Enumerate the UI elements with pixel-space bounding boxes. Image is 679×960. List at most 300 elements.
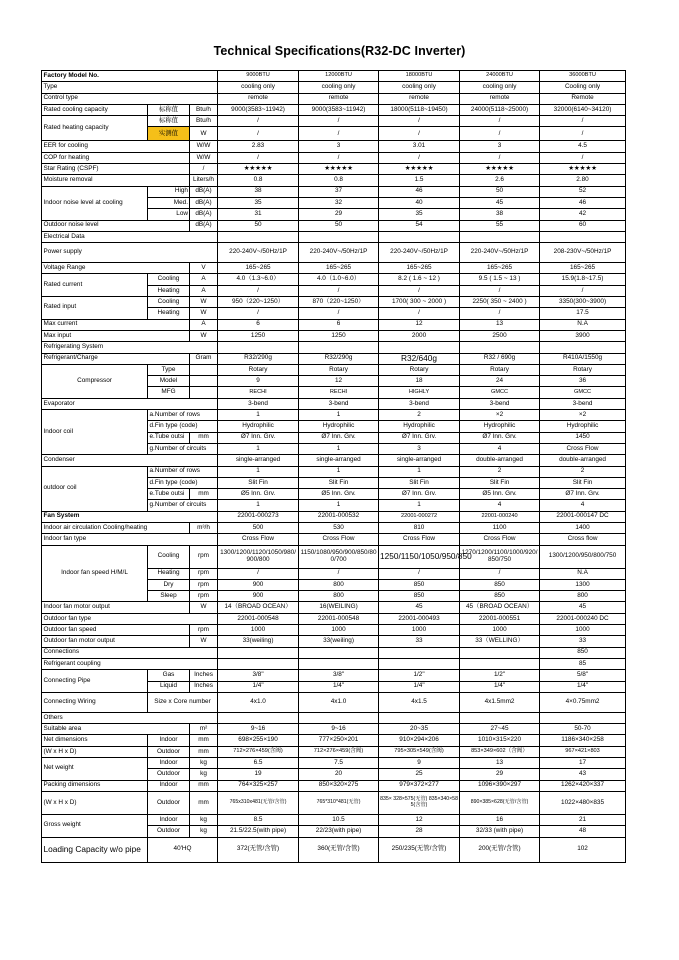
sub-label: Model [148,376,190,387]
row-label: Loading Capacity w/o pipe [42,837,148,862]
table-row [42,534,626,545]
unit-cell: Inches [190,670,218,681]
value-cell: Cross flow [540,534,626,545]
unit-cell: rpm [190,579,218,590]
unit-cell: kg [190,826,218,837]
value-cell: ★★★★★ [540,164,626,175]
value-cell: 800 [299,591,379,602]
value-cell: 1000 [379,625,460,636]
value-cell: / [540,285,626,296]
value-cell [299,658,379,669]
sub-label: a.Number of rows [148,410,218,421]
value-cell [218,658,299,669]
value-cell: 165~265 [460,263,540,274]
value-cell: 900 [218,579,299,590]
row-label: Net dimensions [42,735,148,746]
row-label: Moisture removal [42,175,190,186]
value-cell: Slit Fin [540,477,626,488]
highlighted-sub-label: 实测值 [148,127,190,141]
value-cell: 8.5 [218,814,299,825]
unit-cell: rpm [190,545,218,568]
value-cell: 530 [299,522,379,533]
row-label: Indoor fan motor output [42,602,190,613]
row-label: (W x H x D) [42,746,148,757]
value-cell: N.A [540,319,626,330]
table-row [42,141,626,152]
value-cell: 29 [299,209,379,220]
value-cell: 2.83 [218,141,299,152]
value-cell: / [218,116,299,127]
value-cell: 16 [460,814,540,825]
table-row [42,735,626,746]
value-cell: 1250 [218,330,299,341]
empty-cell [540,231,626,242]
value-cell: 1/2" [460,670,540,681]
value-cell: 1250/1150/1050/950/850 [379,545,460,568]
row-label: Net weight [42,758,148,781]
value-cell: GMCC [540,387,626,398]
value-cell: 50 [460,186,540,197]
unit-cell: W [190,636,218,647]
unit-cell: Btu/h [190,104,218,115]
value-cell: 48 [540,826,626,837]
value-cell: 1 [218,500,299,511]
sub-label: Outdoor [148,769,190,780]
value-cell: 9.5 ( 1.5 ~ 13 ) [460,274,540,285]
value-cell: 22001-000532 [299,511,379,522]
value-cell: Hydrophilic [460,421,540,432]
value-cell: Ø7 Inn. Grv. [379,489,460,500]
value-cell: 500 [218,522,299,533]
value-cell: / [299,152,379,163]
value-cell: 4 [460,443,540,454]
value-cell: 1270/1200/1100/1000/920/850/750 [460,545,540,568]
value-cell: 1300 [540,579,626,590]
empty-cell [299,231,379,242]
unit-cell: mm [190,432,218,443]
value-cell: 22001-000493 [379,613,460,624]
value-cell: 13 [460,319,540,330]
empty-cell [299,712,379,723]
unit-cell: rpm [190,568,218,579]
value-cell: 870（220~1250） [299,297,379,308]
table-row [42,297,626,308]
sub-label: Indoor [148,735,190,746]
value-cell: single-arranged [299,455,379,466]
row-label: COP for heating [42,152,190,163]
value-cell: 40 [379,197,460,208]
value-cell: 36 [540,376,626,387]
table-row [42,175,626,186]
value-cell: Slit Fin [460,477,540,488]
table-row [42,398,626,409]
table-row [42,746,626,757]
value-cell: 764×325×257 [218,780,299,791]
spec-table [41,70,626,863]
value-cell: 33 [540,636,626,647]
row-label: Max input [42,330,190,341]
row-label: Connecting Pipe [42,670,148,693]
value-cell: 1300/1200/950/800/750 [540,545,626,568]
value-cell: 22001-000240 [460,511,540,522]
unit-cell: m³/h [190,522,218,533]
value-cell: 698×255×190 [218,735,299,746]
value-cell: 220-240V~/50Hz/1P [460,243,540,263]
row-label: Control type [42,93,218,104]
value-cell: 712×276×459(含阀) [299,746,379,757]
unit-cell: mm [190,735,218,746]
value-cell: 3 [379,443,460,454]
value-cell: 850 [379,591,460,602]
value-cell: 22001-000548 [299,613,379,624]
row-label: Rated current [42,274,148,297]
unit-cell: dB(A) [190,186,218,197]
value-cell: 850 [379,579,460,590]
value-cell: / [460,568,540,579]
value-cell: 35 [218,197,299,208]
value-cell: 28 [379,826,460,837]
value-cell: 4 [540,500,626,511]
empty-cell [540,712,626,723]
table-row [42,758,626,769]
table-row [42,837,626,862]
sub-label: g.Number of circuits [148,443,218,454]
value-cell [218,647,299,658]
sub-label: Outdoor [148,746,190,757]
table-row [42,319,626,330]
value-cell: 4 [460,500,540,511]
value-cell: 2 [460,466,540,477]
value-cell: 9~16 [299,724,379,735]
empty-cell [218,231,299,242]
value-cell: 32000(6140~34120) [540,104,626,115]
row-label: Evaporator [42,398,218,409]
value-cell: / [299,568,379,579]
value-cell: 12 [379,814,460,825]
row-label: Compressor [42,364,148,398]
value-cell [379,658,460,669]
row-label: Factory Model No. [42,71,218,82]
unit-cell: mm [190,489,218,500]
unit-cell: rpm [190,591,218,602]
sub-label: Indoor [148,780,190,791]
value-cell: 795×305×549(含阀) [379,746,460,757]
value-cell: / [460,127,540,141]
value-cell: 12 [299,376,379,387]
value-cell: 43 [540,769,626,780]
table-row [42,791,626,814]
value-cell: 1250 [299,330,379,341]
value-cell: 27~45 [460,724,540,735]
value-cell: 20~35 [379,724,460,735]
value-cell: remote [299,93,379,104]
sub-label: 标称值 [148,116,190,127]
value-cell: 4x1.5 [379,692,460,712]
value-cell: 800 [299,579,379,590]
sub-label: Size x Core number [148,692,218,712]
sub-label: Heating [148,285,190,296]
row-label: Packing dimensions [42,780,148,791]
unit-cell: m² [190,724,218,735]
row-label: Indoor air circulation Cooling/heating [42,522,190,533]
value-cell: 220-240V~/50Hz/1P [379,243,460,263]
table-row [42,613,626,624]
value-cell: 22001-000240 DC [540,613,626,624]
table-row [42,152,626,163]
value-cell: 777×250×201 [299,735,379,746]
value-cell: 800 [540,591,626,602]
value-cell: 4x1.5mm2 [460,692,540,712]
empty-cell [190,364,218,375]
value-cell: Slit Fin [299,477,379,488]
row-label: Outdoor noise level [42,220,190,231]
sub-label: MFG [148,387,190,398]
empty-cell [190,376,218,387]
value-cell: R32/290g [218,353,299,364]
value-cell: 21 [540,814,626,825]
value-cell: 850×320×275 [299,780,379,791]
table-row [42,658,626,669]
value-cell: 165~265 [379,263,460,274]
row-label: Outdoor fan speed [42,625,190,636]
table-row [42,164,626,175]
empty-cell [460,712,540,723]
value-cell: Rotary [218,364,299,375]
value-cell: 1450 [540,432,626,443]
value-cell: Ø7 Inn. Grv. [379,432,460,443]
value-cell: cooling only [218,82,299,93]
row-label: Condenser [42,455,218,466]
value-cell: 850 [460,591,540,602]
value-cell: 29 [460,769,540,780]
value-cell: single-arranged [379,455,460,466]
value-cell: 4x1.0 [299,692,379,712]
value-cell: 3-bend [460,398,540,409]
sub-label: d.Fin type (code) [148,477,218,488]
value-cell: 250/235(无管/含管) [379,837,460,862]
sub-label: a.Number of rows [148,466,218,477]
table-row [42,511,626,522]
value-cell: 1 [299,443,379,454]
sub-label: Indoor [148,758,190,769]
table-row [42,231,626,242]
value-cell: 12 [379,319,460,330]
value-cell: / [540,127,626,141]
value-cell: 1/4" [460,681,540,692]
row-label: Suitable area [42,724,190,735]
sub-label: d.Fin type (code) [148,421,218,432]
table-row [42,220,626,231]
value-cell: 50 [218,220,299,231]
value-cell: / [540,152,626,163]
unit-cell: W [190,127,218,141]
value-cell [379,647,460,658]
value-cell: double-arranged [540,455,626,466]
value-cell: 32 [299,197,379,208]
value-cell: 1 [299,410,379,421]
empty-cell [218,712,299,723]
value-cell: cooling only [299,82,379,93]
value-cell: 22001-000548 [218,613,299,624]
unit-cell: mm [190,791,218,814]
table-row [42,670,626,681]
value-cell: R32 / 690g [460,353,540,364]
value-cell: / [218,308,299,319]
value-cell: 22001-000273 [218,511,299,522]
value-cell: 8.2 ( 1.6 ~ 12 ) [379,274,460,285]
value-cell: 220-240V~/50Hz/1P [299,243,379,263]
value-cell: 45 [379,602,460,613]
value-cell: Rotary [379,364,460,375]
value-cell: 4.5 [540,141,626,152]
row-label: Indoor noise level at cooling [42,186,148,220]
value-cell: / [299,285,379,296]
value-cell: / [540,116,626,127]
empty-cell [190,387,218,398]
value-cell: 16(WEILING) [299,602,379,613]
value-cell: Ø5 Inn. Grv. [299,489,379,500]
value-cell: 1000 [460,625,540,636]
value-cell: 1/4" [218,681,299,692]
value-cell: 35 [379,209,460,220]
value-cell: 765*310*481(无管) [299,791,379,814]
value-cell: 3900 [540,330,626,341]
value-cell: Ø7 Inn. Grv. [299,432,379,443]
table-row [42,93,626,104]
value-cell: 0.8 [218,175,299,186]
value-cell: 165~265 [299,263,379,274]
sub-label: Cooling [148,297,190,308]
value-cell: / [379,116,460,127]
value-cell: Hydrophilic [379,421,460,432]
unit-cell: mm [190,746,218,757]
value-cell: 60 [540,220,626,231]
value-cell: 810 [379,522,460,533]
value-cell: 22001-000272 [379,511,460,522]
value-cell: 38 [460,209,540,220]
value-cell: Cross Flow [540,443,626,454]
sub-label: e.Tube outsi [148,432,190,443]
table-row [42,330,626,341]
sub-label: Outdoor [148,791,190,814]
value-cell: ★★★★★ [218,164,299,175]
row-label: Outdoor fan motor output [42,636,190,647]
value-cell: 18000(5118~19450) [379,104,460,115]
value-cell: 6 [218,319,299,330]
value-cell: R32/640g [379,353,460,364]
row-label: Max current [42,319,190,330]
value-cell: 1/4" [299,681,379,692]
unit-cell: rpm [190,625,218,636]
value-cell: 979×372×277 [379,780,460,791]
value-cell: 9 [379,758,460,769]
row-label: Power supply [42,243,218,263]
value-cell: 1010×315×220 [460,735,540,746]
value-cell: 1000 [299,625,379,636]
value-cell: RECHI [299,387,379,398]
value-cell: Cross Flow [218,534,299,545]
value-cell: 1150/1080/950/900/850/800/700 [299,545,379,568]
value-cell: 42 [540,209,626,220]
value-cell: 765x310x481(无管/含管) [218,791,299,814]
table-row [42,342,626,353]
value-cell: 1 [379,466,460,477]
value-cell: Slit Fin [218,477,299,488]
value-cell: 6 [299,319,379,330]
value-cell: / [218,152,299,163]
empty-cell [379,342,460,353]
sub-label: Med. [148,197,190,208]
value-cell [460,647,540,658]
value-cell: Rotary [299,364,379,375]
value-cell: 50 [299,220,379,231]
unit-cell: kg [190,814,218,825]
value-cell: cooling only [379,82,460,93]
value-cell: Hydrophilic [218,421,299,432]
row-label: Indoor fan speed H/M/L [42,545,148,602]
value-cell: GMCC [460,387,540,398]
model-header: 18000BTU [379,71,460,82]
value-cell: RECHI [218,387,299,398]
unit-cell: / [190,164,218,175]
page-title: Technical Specifications(R32-DC Inverter) [213,44,466,58]
value-cell: 9000(3583~11942) [218,104,299,115]
value-cell: 5/8" [540,670,626,681]
row-label: Refrigerant/Charge [42,353,190,364]
value-cell: 17.5 [540,308,626,319]
value-cell: 712×276×459(含阀) [218,746,299,757]
table-row [42,647,626,658]
value-cell: 208-230V~/50Hz/1P [540,243,626,263]
row-label: Refrigerant coupling [42,658,218,669]
unit-cell: A [190,285,218,296]
value-cell: 10.5 [299,814,379,825]
table-row [42,104,626,115]
value-cell: 14（BROAD OCEAN） [218,602,299,613]
value-cell: Ø7 Inn. Grv. [218,432,299,443]
empty-cell [218,342,299,353]
value-cell: 3 [299,141,379,152]
empty-cell [379,231,460,242]
unit-cell: dB(A) [190,220,218,231]
sub-label: Indoor [148,814,190,825]
value-cell: 46 [379,186,460,197]
table-row [42,780,626,791]
value-cell: remote [460,93,540,104]
value-cell: 19 [218,769,299,780]
table-row [42,814,626,825]
value-cell: 165~265 [218,263,299,274]
value-cell: ×2 [540,410,626,421]
unit-cell: Gram [190,353,218,364]
sub-label: Liquid [148,681,190,692]
value-cell: / [379,152,460,163]
value-cell: Cross Flow [460,534,540,545]
sub-label: 标称值 [148,104,190,115]
unit-cell: W/W [190,152,218,163]
unit-cell: W [190,297,218,308]
value-cell: Remote [540,93,626,104]
model-header: 36000BTU [540,71,626,82]
value-cell: 85 [540,658,626,669]
unit-cell: A [190,274,218,285]
value-cell: 9 [218,376,299,387]
value-cell: 33 [379,636,460,647]
value-cell: ×2 [460,410,540,421]
value-cell: 2250( 350 ~ 2400 ) [460,297,540,308]
empty-cell [460,231,540,242]
value-cell: 20 [299,769,379,780]
